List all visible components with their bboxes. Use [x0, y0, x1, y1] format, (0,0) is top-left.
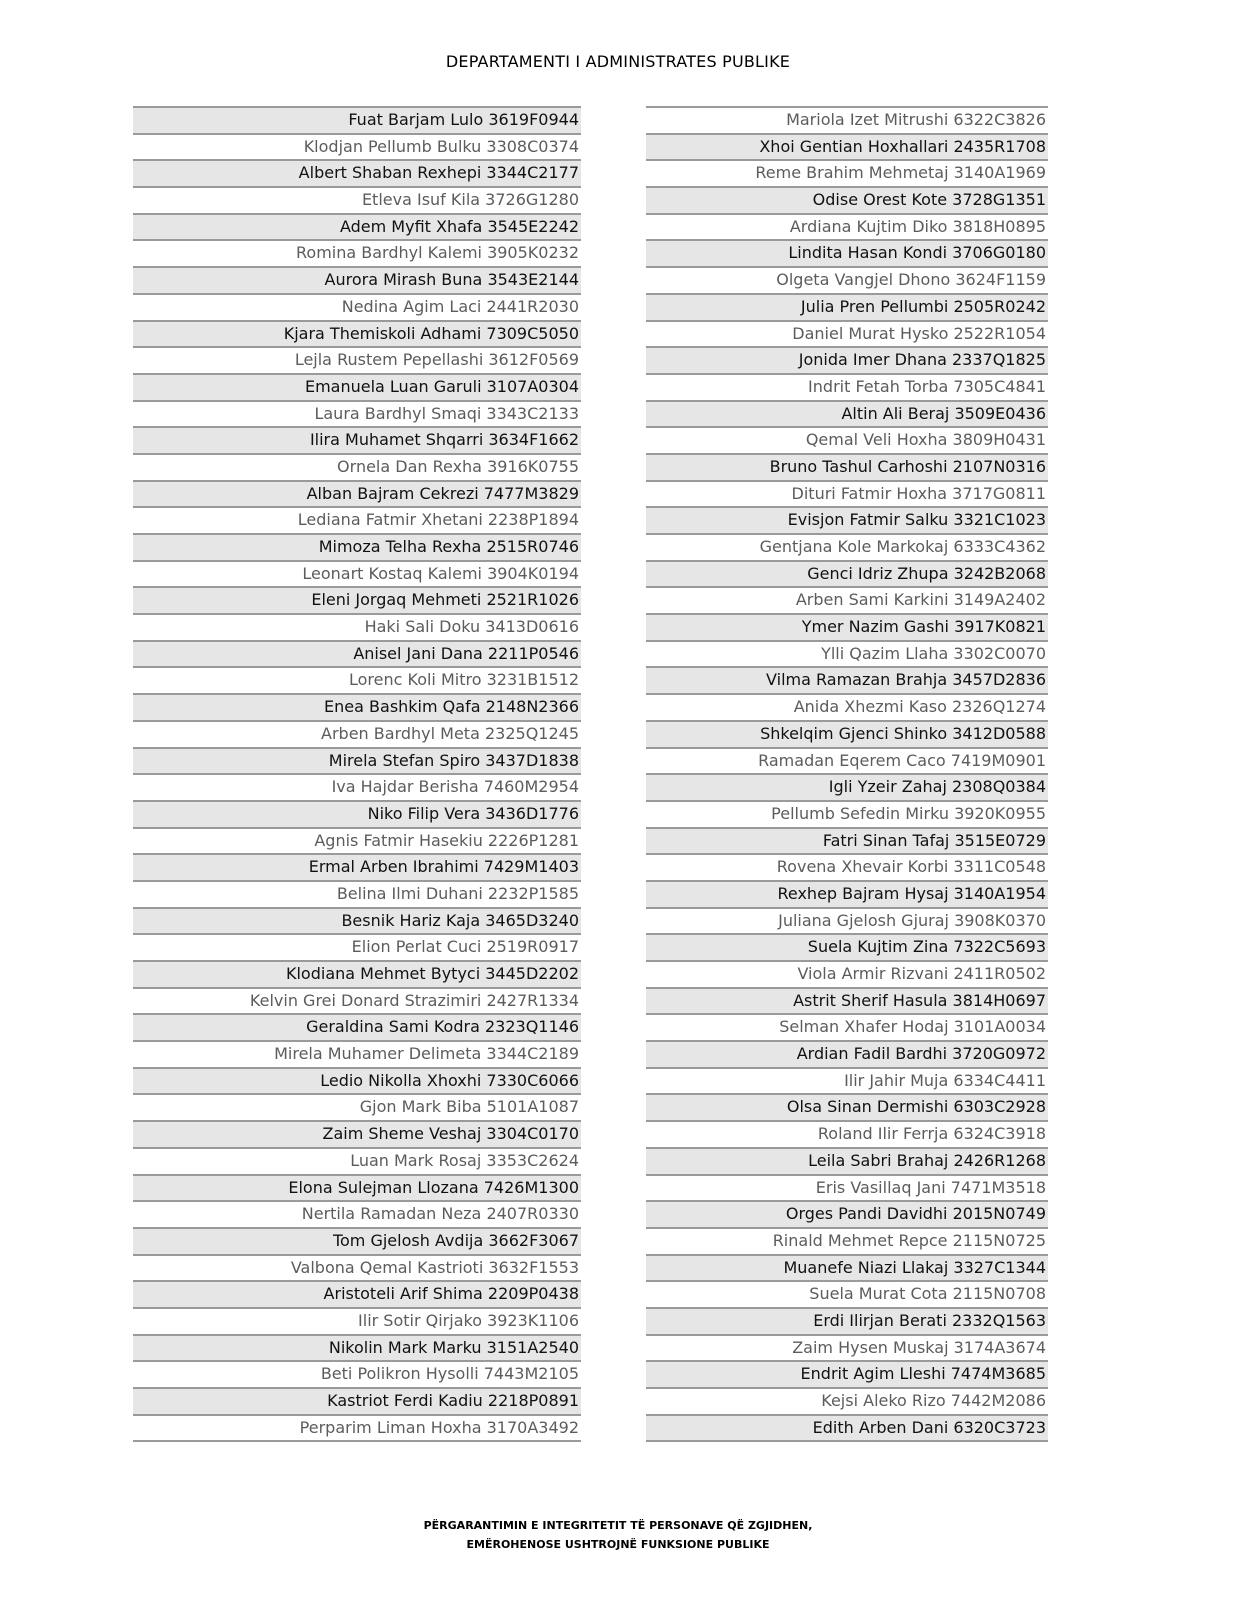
list-item: Laura Bardhyl Smaqi 3343C2133 [133, 400, 581, 427]
list-bottom-rule [133, 1440, 581, 1442]
list-item: Kejsi Aleko Rizo 7442M2086 [646, 1387, 1048, 1414]
list-item: Nikolin Mark Marku 3151A2540 [133, 1334, 581, 1361]
list-item: Elion Perlat Cuci 2519R0917 [133, 933, 581, 960]
list-item: Lejla Rustem Pepellashi 3612F0569 [133, 346, 581, 373]
list-item: Pellumb Sefedin Mirku 3920K0955 [646, 800, 1048, 827]
footer [0, 1516, 1236, 1554]
list-item: Odise Orest Kote 3728G1351 [646, 186, 1048, 213]
list-item: Qemal Veli Hoxha 3809H0431 [646, 426, 1048, 453]
list-item: Reme Brahim Mehmetaj 3140A1969 [646, 159, 1048, 186]
list-item: Luan Mark Rosaj 3353C2624 [133, 1147, 581, 1174]
list-item: Jonida Imer Dhana 2337Q1825 [646, 346, 1048, 373]
list-item: Ylli Qazim Llaha 3302C0070 [646, 640, 1048, 667]
list-item: Anisel Jani Dana 2211P0546 [133, 640, 581, 667]
list-item: Etleva Isuf Kila 3726G1280 [133, 186, 581, 213]
list-item: Adem Myfit Xhafa 3545E2242 [133, 213, 581, 240]
list-item: Aristoteli Arif Shima 2209P0438 [133, 1280, 581, 1307]
list-item: Rexhep Bajram Hysaj 3140A1954 [646, 880, 1048, 907]
list-item: Indrit Fetah Torba 7305C4841 [646, 373, 1048, 400]
left-name-list [133, 106, 581, 1442]
list-item: Astrit Sherif Hasula 3814H0697 [646, 987, 1048, 1014]
list-item: Besnik Hariz Kaja 3465D3240 [133, 907, 581, 934]
list-item: Geraldina Sami Kodra 2323Q1146 [133, 1013, 581, 1040]
list-item: Haki Sali Doku 3413D0616 [133, 613, 581, 640]
list-item: Arben Bardhyl Meta 2325Q1245 [133, 720, 581, 747]
list-item: Olsa Sinan Dermishi 6303C2928 [646, 1093, 1048, 1120]
list-item: Zaim Hysen Muskaj 3174A3674 [646, 1334, 1048, 1361]
list-item: Ardian Fadil Bardhi 3720G0972 [646, 1040, 1048, 1067]
list-item: Shkelqim Gjenci Shinko 3412D0588 [646, 720, 1048, 747]
list-item: Igli Yzeir Zahaj 2308Q0384 [646, 773, 1048, 800]
list-item: Roland Ilir Ferrja 6324C3918 [646, 1120, 1048, 1147]
list-item: Zaim Sheme Veshaj 3304C0170 [133, 1120, 581, 1147]
list-item: Lediana Fatmir Xhetani 2238P1894 [133, 506, 581, 533]
list-item: Edith Arben Dani 6320C3723 [646, 1414, 1048, 1441]
list-item: Olgeta Vangjel Dhono 3624F1159 [646, 266, 1048, 293]
list-item: Leonart Kostaq Kalemi 3904K0194 [133, 560, 581, 587]
list-item: Ardiana Kujtim Diko 3818H0895 [646, 213, 1048, 240]
list-item: Kelvin Grei Donard Strazimiri 2427R1334 [133, 987, 581, 1014]
list-item: Daniel Murat Hysko 2522R1054 [646, 320, 1048, 347]
list-item: Mirela Muhamer Delimeta 3344C2189 [133, 1040, 581, 1067]
list-item: Suela Murat Cota 2115N0708 [646, 1280, 1048, 1307]
list-item: Rinald Mehmet Repce 2115N0725 [646, 1227, 1048, 1254]
list-item: Juliana Gjelosh Gjuraj 3908K0370 [646, 907, 1048, 934]
list-item: Ilir Jahir Muja 6334C4411 [646, 1067, 1048, 1094]
list-item: Lorenc Koli Mitro 3231B1512 [133, 666, 581, 693]
list-item: Agnis Fatmir Hasekiu 2226P1281 [133, 827, 581, 854]
list-item: Albert Shaban Rexhepi 3344C2177 [133, 159, 581, 186]
list-item: Eleni Jorgaq Mehmeti 2521R1026 [133, 586, 581, 613]
list-item: Elona Sulejman Llozana 7426M1300 [133, 1174, 581, 1201]
list-item: Aurora Mirash Buna 3543E2144 [133, 266, 581, 293]
list-item: Muanefe Niazi Llakaj 3327C1344 [646, 1254, 1048, 1281]
list-item: Gjon Mark Biba 5101A1087 [133, 1093, 581, 1120]
list-item: Gentjana Kole Markokaj 6333C4362 [646, 533, 1048, 560]
list-bottom-rule [646, 1440, 1048, 1442]
list-item: Lindita Hasan Kondi 3706G0180 [646, 239, 1048, 266]
list-item: Ramadan Eqerem Caco 7419M0901 [646, 747, 1048, 774]
list-item: Viola Armir Rizvani 2411R0502 [646, 960, 1048, 987]
list-item: Klodiana Mehmet Bytyci 3445D2202 [133, 960, 581, 987]
list-item: Ymer Nazim Gashi 3917K0821 [646, 613, 1048, 640]
footer-line-1: PËRGARANTIMIN E INTEGRITETIT TË PERSONAVE QË ZGJIDHEN, [423, 1519, 813, 1532]
list-item: Ledio Nikolla Xhoxhi 7330C6066 [133, 1067, 581, 1094]
list-item: Fatri Sinan Tafaj 3515E0729 [646, 827, 1048, 854]
list-item: Ermal Arben Ibrahimi 7429M1403 [133, 853, 581, 880]
list-item: Kastriot Ferdi Kadiu 2218P0891 [133, 1387, 581, 1414]
list-item: Perparim Liman Hoxha 3170A3492 [133, 1414, 581, 1441]
list-item: Belina Ilmi Duhani 2232P1585 [133, 880, 581, 907]
list-item: Altin Ali Beraj 3509E0436 [646, 400, 1048, 427]
list-item: Nertila Ramadan Neza 2407R0330 [133, 1200, 581, 1227]
list-item: Mimoza Telha Rexha 2515R0746 [133, 533, 581, 560]
list-item: Orges Pandi Davidhi 2015N0749 [646, 1200, 1048, 1227]
list-item: Erdi Ilirjan Berati 2332Q1563 [646, 1307, 1048, 1334]
right-name-list [646, 106, 1048, 1442]
list-item: Eris Vasillaq Jani 7471M3518 [646, 1174, 1048, 1201]
list-item: Julia Pren Pellumbi 2505R0242 [646, 293, 1048, 320]
list-item: Bruno Tashul Carhoshi 2107N0316 [646, 453, 1048, 480]
list-item: Selman Xhafer Hodaj 3101A0034 [646, 1013, 1048, 1040]
list-item: Ilira Muhamet Shqarri 3634F1662 [133, 426, 581, 453]
list-item: Endrit Agim Lleshi 7474M3685 [646, 1360, 1048, 1387]
list-item: Ilir Sotir Qirjako 3923K1106 [133, 1307, 581, 1334]
list-item: Emanuela Luan Garuli 3107A0304 [133, 373, 581, 400]
list-item: Alban Bajram Cekrezi 7477M3829 [133, 480, 581, 507]
list-item: Enea Bashkim Qafa 2148N2366 [133, 693, 581, 720]
list-item: Valbona Qemal Kastrioti 3632F1553 [133, 1254, 581, 1281]
list-item: Romina Bardhyl Kalemi 3905K0232 [133, 239, 581, 266]
list-item: Nedina Agim Laci 2441R2030 [133, 293, 581, 320]
list-item: Vilma Ramazan Brahja 3457D2836 [646, 666, 1048, 693]
list-item: Evisjon Fatmir Salku 3321C1023 [646, 506, 1048, 533]
list-item: Fuat Barjam Lulo 3619F0944 [133, 106, 581, 133]
list-item: Rovena Xhevair Korbi 3311C0548 [646, 853, 1048, 880]
list-item: Klodjan Pellumb Bulku 3308C0374 [133, 133, 581, 160]
list-item: Iva Hajdar Berisha 7460M2954 [133, 773, 581, 800]
list-item: Suela Kujtim Zina 7322C5693 [646, 933, 1048, 960]
list-item: Niko Filip Vera 3436D1776 [133, 800, 581, 827]
list-item: Beti Polikron Hysolli 7443M2105 [133, 1360, 581, 1387]
list-item: Kjara Themiskoli Adhami 7309C5050 [133, 320, 581, 347]
page-title: DEPARTAMENTI I ADMINISTRATES PUBLIKE [445, 52, 791, 71]
list-item: Tom Gjelosh Avdija 3662F3067 [133, 1227, 581, 1254]
list-item: Arben Sami Karkini 3149A2402 [646, 586, 1048, 613]
footer-line-2: EMËROHENOSE USHTROJNË FUNKSIONE PUBLIKE [466, 1538, 770, 1551]
list-item: Xhoi Gentian Hoxhallari 2435R1708 [646, 133, 1048, 160]
list-item: Mirela Stefan Spiro 3437D1838 [133, 747, 581, 774]
list-item: Ornela Dan Rexha 3916K0755 [133, 453, 581, 480]
list-item: Leila Sabri Brahaj 2426R1268 [646, 1147, 1048, 1174]
list-item: Dituri Fatmir Hoxha 3717G0811 [646, 480, 1048, 507]
list-item: Genci Idriz Zhupa 3242B2068 [646, 560, 1048, 587]
list-item: Mariola Izet Mitrushi 6322C3826 [646, 106, 1048, 133]
list-item: Anida Xhezmi Kaso 2326Q1274 [646, 693, 1048, 720]
